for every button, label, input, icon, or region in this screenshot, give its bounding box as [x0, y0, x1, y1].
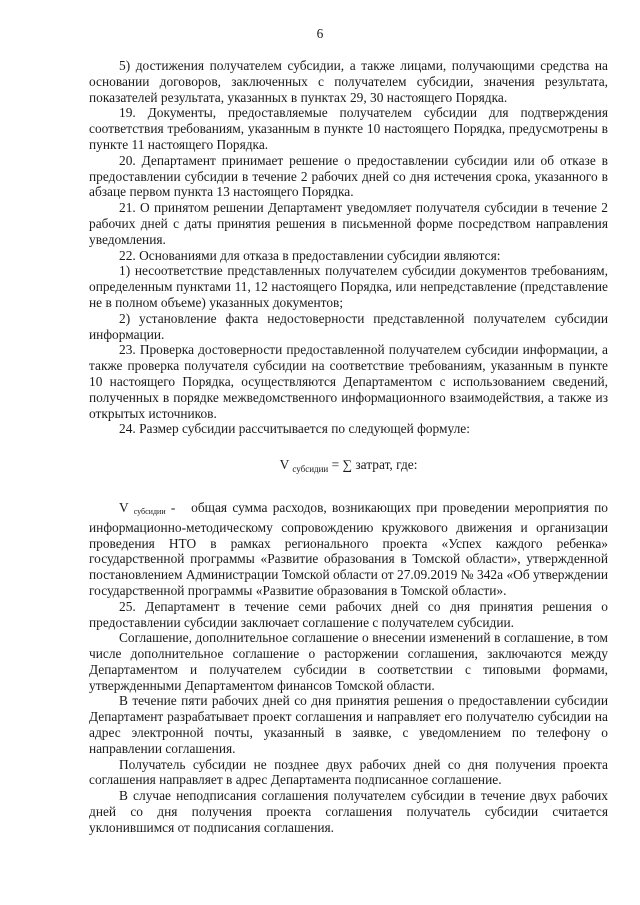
- paragraph-20: 20. Департамент принимает решение о предоставлении субсидии или об отказе в предоставлении субсидии в течение 2 рабочих дней со дня истечения срока, указанного в абзаце первом пункта 13 настоящего Порядка.: [89, 152, 608, 200]
- formula-subscript: субсидии: [292, 464, 329, 475]
- paragraph-25: 25. Департамент в течение семи рабочих дней со дня принятия решения о предоставлении субсидии заключает соглашение с получателем субсидии.: [89, 598, 608, 630]
- definition-v: V: [119, 499, 129, 515]
- paragraph-25-signing: Получатель субсидии не позднее двух рабочих дней со дня получения проекта соглашения направляет в адрес Департамента подписанное соглашение.: [89, 756, 608, 788]
- document-body: [89, 58, 608, 836]
- definition-dash: -: [170, 499, 176, 515]
- definition-text: общая сумма расходов, возникающих при проведении мероприятия по информационно-методическому сопровождению кружкового движения и организации проведения НТО в рамках регионального проекта «Успех каждого ребенка» государственной программы «Развитие образования в Томской области», утвержденной постановлением Администрации Томской области от 27.09.2019 № 342а «Об утверждении государственной программы «Развитие образования в Томской области».: [89, 499, 608, 598]
- paragraph-19: 19. Документы, предоставляемые получателем субсидии для подтверждения соответствия требованиям, указанным в пункте 10 настоящего Порядка, предусмотрены в пункте 11 настоящего Порядка.: [89, 105, 608, 152]
- formula-definition: [89, 500, 608, 599]
- paragraph-25-evasion: В случае неподписания соглашения получателем субсидии в течение двух рабочих дней со дня получения проекта соглашения получатель субсидии считается уклонившимся от подписания соглашения.: [89, 788, 608, 835]
- paragraph-23: 23. Проверка достоверности предоставленной получателем субсидии информации, а также проверка получателя субсидии на соответствие требованиям, указанным в пункте 10 настоящего Порядка, осуществляются Департаментом с использованием сведений, полученных в порядке межведомственного информационного взаимодействия, а также из открытых источников.: [89, 342, 608, 421]
- formula-rhs: = ∑ затрат, где:: [331, 457, 418, 473]
- page-number: 6: [316, 26, 324, 41]
- paragraph-22-item-1: 1) несоответствие представленных получателем субсидии документов требованиям, определенным пунктами 11, 12 настоящего Порядка, или непредставление (представление не в полном объеме) указанных документов;: [89, 263, 608, 310]
- paragraph-25-agreement: Соглашение, дополнительное соглашение о внесении изменений в соглашение, в том числе дополнительное соглашение о расторжении соглашения, заключаются между Департаментом и получателем субсидии в соответствии с типовыми формами, утвержденными Департаментом финансов Томской области.: [89, 630, 608, 693]
- paragraph-22: 22. Основаниями для отказа в предоставлении субсидии являются:: [119, 247, 501, 263]
- paragraph-25-draft: В течение пяти рабочих дней со дня принятия решения о предоставлении субсидии Департамент разрабатывает проект соглашения и направляет его получателю субсидии на адрес электронной почты, указанный в заявке, с уведомлением по телефону о направлении соглашения.: [89, 693, 608, 756]
- subsidy-formula: [89, 457, 608, 478]
- paragraph-24: 24. Размер субсидии рассчитывается по следующей формуле:: [119, 421, 470, 437]
- paragraph-22-item-2: 2) установление факта недостоверности представленной получателем субсидии информации.: [89, 310, 608, 342]
- formula-v: V: [279, 457, 290, 473]
- definition-subscript: субсидии: [133, 506, 166, 516]
- paragraph-21: 21. О принятом решении Департамент уведомляет получателя субсидии в течение 2 рабочих дней с даты принятия решения в письменной форме посредством направления уведомления.: [89, 200, 608, 247]
- paragraph-5: 5) достижения получателем субсидии, а также лицами, получающими средства на основании договоров, заключенных с получателем субсидии, значения результата, показателей результата, указанных в пунктах 29, 30 настоящего Порядка.: [89, 58, 608, 105]
